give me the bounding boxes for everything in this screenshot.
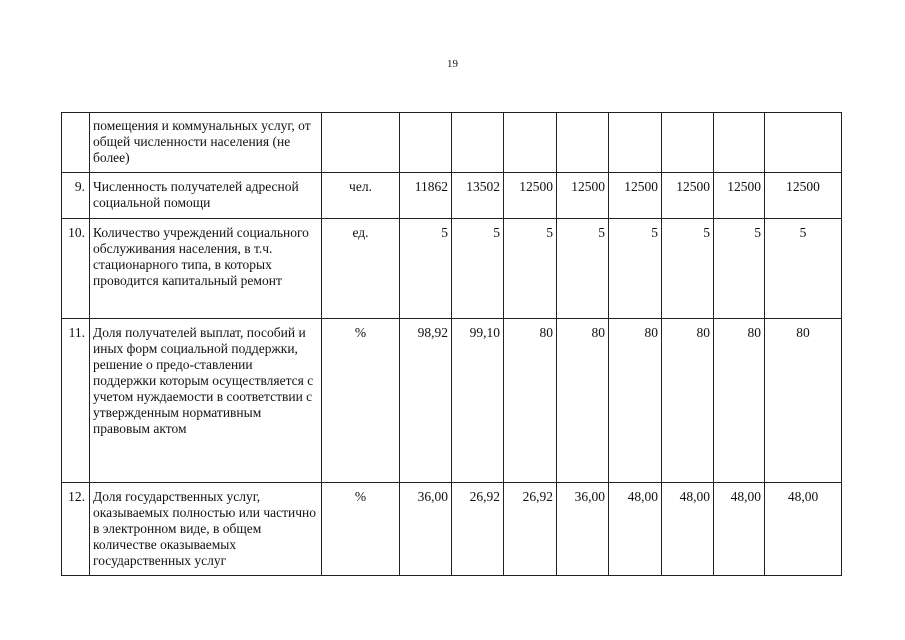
indicator-value: 12500 (765, 173, 842, 219)
indicator-value (765, 113, 842, 173)
indicator-description: Доля государственных услуг, оказываемых полностью или частично в электронном виде, в общем количестве оказываемых государственных услуг (90, 483, 322, 576)
indicator-value: 5 (662, 219, 714, 319)
unit-of-measure: чел. (322, 173, 400, 219)
indicator-value: 12500 (609, 173, 662, 219)
indicator-value: 12500 (557, 173, 609, 219)
indicator-value: 5 (557, 219, 609, 319)
indicator-value (662, 113, 714, 173)
indicator-value: 80 (662, 319, 714, 483)
indicator-value: 48,00 (609, 483, 662, 576)
indicator-value: 80 (609, 319, 662, 483)
indicator-value: 36,00 (400, 483, 452, 576)
indicator-description: Численность получателей адресной социальной помощи (90, 173, 322, 219)
indicator-value: 5 (452, 219, 504, 319)
indicator-value (557, 113, 609, 173)
indicator-value: 80 (557, 319, 609, 483)
indicator-value (452, 113, 504, 173)
indicator-value: 5 (765, 219, 842, 319)
indicator-value: 5 (504, 219, 557, 319)
indicator-value: 11862 (400, 173, 452, 219)
indicator-value: 80 (765, 319, 842, 483)
indicator-value: 80 (504, 319, 557, 483)
indicator-value: 12500 (504, 173, 557, 219)
indicator-value: 26,92 (452, 483, 504, 576)
indicator-description: помещения и коммунальных услуг, от общей численности населения (не более) (90, 113, 322, 173)
indicator-value (609, 113, 662, 173)
unit-of-measure: % (322, 319, 400, 483)
row-number (62, 113, 90, 173)
row-number: 11. (62, 319, 90, 483)
row-number: 12. (62, 483, 90, 576)
row-number: 9. (62, 173, 90, 219)
indicator-description: Доля получателей выплат, пособий и иных форм социальной поддержки, решение о предо-ставлении поддержки которым осуществляется с учетом нуждаемости в соответствии с утвержденным нормативным правовым актом (90, 319, 322, 483)
indicator-value: 12500 (714, 173, 765, 219)
indicator-value: 80 (714, 319, 765, 483)
indicator-value: 5 (714, 219, 765, 319)
indicators-table (61, 112, 842, 576)
indicator-value (714, 113, 765, 173)
table-row (62, 173, 842, 219)
indicator-value: 98,92 (400, 319, 452, 483)
table-body (62, 113, 842, 576)
table-row (62, 219, 842, 319)
indicator-value: 48,00 (662, 483, 714, 576)
table-row (62, 113, 842, 173)
page-number: 19 (447, 58, 458, 70)
indicator-value: 5 (400, 219, 452, 319)
indicator-value: 48,00 (765, 483, 842, 576)
indicator-value: 12500 (662, 173, 714, 219)
indicator-value (504, 113, 557, 173)
row-number: 10. (62, 219, 90, 319)
indicator-value: 48,00 (714, 483, 765, 576)
indicator-value: 5 (609, 219, 662, 319)
table-row (62, 319, 842, 483)
indicator-value: 13502 (452, 173, 504, 219)
indicator-description: Количество учреждений социального обслуживания населения, в т.ч. стационарного типа, в которых проводится капитальный ремонт (90, 219, 322, 319)
indicator-value: 36,00 (557, 483, 609, 576)
indicator-value (400, 113, 452, 173)
table-row (62, 483, 842, 576)
indicator-value: 26,92 (504, 483, 557, 576)
unit-of-measure: % (322, 483, 400, 576)
unit-of-measure: ед. (322, 219, 400, 319)
unit-of-measure (322, 113, 400, 173)
indicator-value: 99,10 (452, 319, 504, 483)
